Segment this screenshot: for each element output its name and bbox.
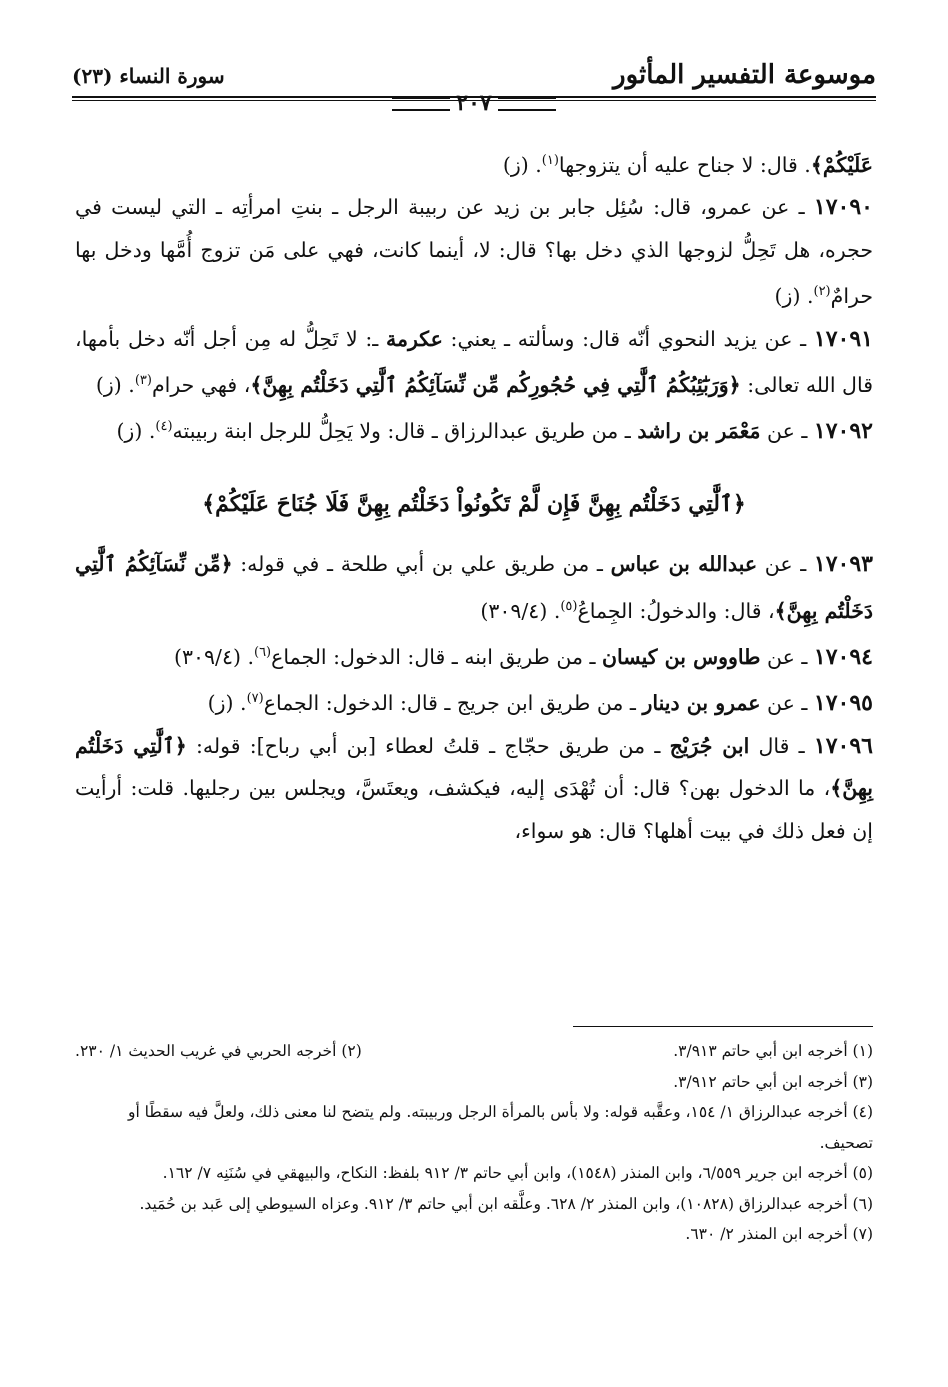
header-rule-thin — [72, 100, 876, 101]
quran-quote: عَلَيْكُمْ﴾ — [810, 152, 873, 177]
section-heading: ﴿ٱلَّٰتِي دَخَلْتُم بِهِنَّ فَإِن لَّمْ تَكُونُواْ دَخَلْتُم بِهِنَّ فَلَا جُنَاحَ عَلَيْكُمْ﴾ — [202, 490, 746, 517]
entry-number: ١٧٠٩٠ — [813, 194, 873, 221]
text: ، ما الدخول بهن؟ قال: أن تُهْدَى إليه، فيكشف، ويعتَسَّ، ويجلس بين رجليها. قلت: أرأيت إن فعل ذلك في بيت أهلها؟ قال: هو سواء، — [75, 776, 873, 843]
source-tag: . (٣٠٩/٤) — [174, 644, 254, 669]
narrator-name: عكرمة — [386, 326, 443, 351]
text: ـ عن — [760, 691, 814, 716]
narrator-name: عمرو بن دينار — [642, 691, 761, 716]
source-tag: . (ز) — [207, 691, 247, 716]
entry-17096 — [75, 725, 873, 853]
footnote-2: (٢) أخرجه الحربي في غريب الحديث ١/ ٢٣٠. — [75, 1042, 362, 1060]
source-tag: . (ز) — [116, 419, 156, 444]
entry-17092 — [75, 406, 873, 452]
footnote-3: (٣) أخرجه ابن أبي حاتم ٣/٩١٢. — [673, 1072, 873, 1091]
entry-17091 — [75, 318, 873, 407]
text: ـ عن يزيد النحوي أنّه قال: وسألته ـ يعني: — [442, 326, 814, 351]
entry-number: ١٧٠٩٥ — [813, 690, 873, 717]
text: ـ من طريق حجّاج ـ قلتُ لعطاء [بن أبي رباح]: قوله: — [186, 733, 670, 758]
text: ـ عن — [757, 552, 814, 577]
text: ـ من طريق ابنه ـ قال: الدخول: الجماع — [271, 644, 602, 669]
text: ـ من طريق ابن جريج ـ قال: الدخول: الجماع — [263, 691, 643, 716]
footnote-row — [75, 1036, 873, 1067]
footnote-ref: (١) — [541, 153, 559, 168]
main-text — [75, 140, 873, 852]
page-number-block — [72, 90, 876, 116]
book-title: موسوعة التفسير المأثور — [613, 60, 876, 90]
entry-number: ١٧٠٩٢ — [813, 418, 873, 445]
footnote-5: (٥) أخرجه ابن جرير ٦/٥٥٩، وابن المنذر (١٥٤٨)، وابن أبي حاتم ٣/ ٩١٢ بلفظ: النكاح، والبيهقي في سُنَنِه ٧/ ١٦٢. — [162, 1164, 873, 1182]
footnote-ref: (٤) — [155, 419, 173, 435]
paragraph-continuation — [75, 140, 873, 186]
entry-17093 — [75, 543, 873, 632]
text: ـ عن — [760, 644, 814, 669]
source-tag: . (ز) — [774, 284, 814, 309]
entry-number: ١٧٠٩١ — [813, 325, 873, 352]
header-rule — [72, 96, 876, 98]
footnote-ref: (٧) — [246, 691, 264, 707]
footnote-7: (٧) أخرجه ابن المنذر ٢/ ٦٣٠. — [685, 1225, 873, 1243]
source-tag: . (ز) — [95, 372, 135, 397]
entry-17095 — [75, 678, 873, 724]
footnote-4: (٤) أخرجه عبدالرزاق ١/ ١٥٤، وعقَّبه قوله: ولا بأس بالمرأة الرجل وربيبته. ولم يتضح لنا معنى ذلك، ولعلَّ فيه سقطًا أو تصحيف. — [127, 1103, 873, 1152]
footnote-6: (٦) أخرجه عبدالرزاق (١٠٨٢٨)، وابن المنذر ٢/ ٦٢٨. وعلَّقه ابن أبي حاتم ٣/ ٩١٢. وعزاه السيوطي إلى عَبد بن حُمَيد. — [139, 1194, 873, 1213]
narrator-name: طاووس بن كيسان — [601, 644, 761, 669]
narrator-name: مَعْمَر بن راشد — [637, 419, 761, 444]
narrator-name: ابن جُرَيْج — [669, 733, 750, 758]
text: ، قال: والدخولُ: الجِماعُ — [577, 598, 775, 623]
quran-quote: ﴿مِّن نِّسَآئِكُمُ ٱلَّٰتِي دَخَلْتُم بِهِنَّ﴾ — [75, 552, 873, 623]
quran-quote: ﴿وَرَبَٰٓئِبُكُمُ ٱلَّٰتِي فِي حُجُورِكُم مِّن نِّسَآئِكُمُ ٱلَّٰتِي دَخَلْتُم بِهِنَّ﴾ — [250, 372, 741, 397]
text: ـ عن — [760, 419, 814, 444]
page-header — [72, 58, 876, 116]
text: ـ: لا تَحِلُّ له مِن أجل أنّه دخل بأمها، قال الله تعالى: — [75, 326, 873, 397]
narrator-name: عبدالله بن عباس — [610, 552, 758, 577]
footnote-ref: (٢) — [813, 284, 831, 300]
footnote-ref: (٣) — [134, 373, 152, 389]
text: ـ عن عمرو، قال: سُئِل جابر بن زيد عن ربيبة الرجل ـ بنتِ امرأتِه ـ التي ليست في حجره، هل تَحِلُّ لزوجها الذي دخل بها؟ قال: لا، أينما كانت، فهي على مَن تزوج أُمَّها ودخل بها حرامٌ — [75, 195, 873, 309]
text: . قال: لا جناح عليه أن يتزوجها — [558, 152, 811, 177]
entry-17094 — [75, 632, 873, 678]
text: ـ من طريق علي بن أبي طلحة ـ في قوله: — [232, 552, 611, 577]
quran-quote: ﴿ٱلَّٰتِي دَخَلْتُم بِهِنَّ﴾ — [75, 733, 873, 801]
entry-17090 — [75, 186, 873, 317]
entry-number: ١٧٠٩٤ — [813, 643, 873, 670]
text: ـ قال — [749, 733, 814, 758]
footnotes — [75, 1036, 873, 1250]
entry-number: ١٧٠٩٦ — [813, 732, 873, 759]
text: ـ من طريق عبدالرزاق ـ قال: ولا يَحِلُّ للرجل ابنة ربيبته — [172, 419, 638, 444]
footnote-1: (١) أخرجه ابن أبي حاتم ٣/٩١٣. — [673, 1042, 873, 1060]
page-number: ٢٠٧ — [456, 90, 492, 116]
footnote-rule — [573, 1026, 873, 1027]
entry-number: ١٧٠٩٣ — [813, 551, 873, 578]
surah-label: سورة النساء (٢٣) — [72, 64, 225, 88]
footnote-ref: (٦) — [253, 645, 272, 661]
footnote-ref: (٥) — [560, 598, 578, 614]
text: ، فهي حرام — [151, 372, 251, 397]
source-tag: . (ز) — [502, 152, 542, 177]
source-tag: . (٣٠٩/٤) — [480, 598, 561, 623]
